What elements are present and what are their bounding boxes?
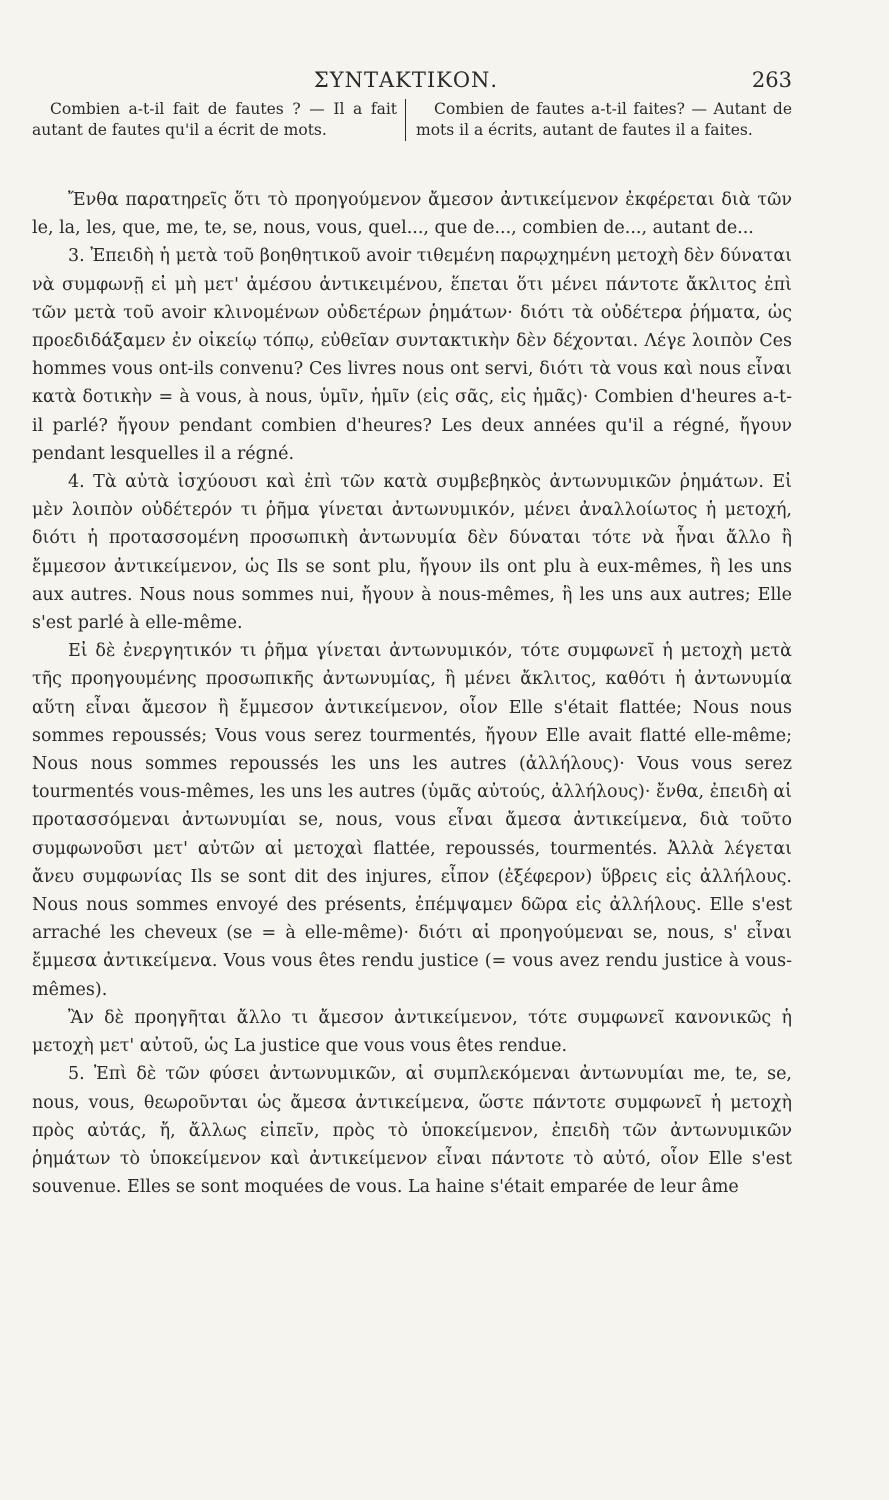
paragraph: Ἔνθα παρατηρεῖς ὅτι τὸ προηγούμενον ἄμεσον ἀντικείμενον ἐκφέρεται διὰ τῶν le, la, les, que, me, te, se, nous, vous, quel..., que de..., combien de..., autant de... [32, 190, 792, 239]
running-title: ΣΥΝΤΑΚΤΙΚΟΝ. [313, 68, 499, 92]
body-text [32, 186, 792, 1201]
page-header [20, 62, 792, 98]
paragraph: Ἂν δὲ προηγῆται ἄλλο τι ἄμεσον ἀντικείμενον, τότε συμφωνεῖ κανονικῶς ἡ μετοχὴ μετ' αὐτοῦ, ὡς La justice que vous vous êtes rendue. [32, 1007, 792, 1057]
example-left-text: Combien a-t-il fait de fautes ? — Il a fait autant de fautes qu'il a écrit de mots. [32, 100, 398, 139]
paragraph: 5. Ἐπὶ δὲ τῶν φύσει ἀντωνυμικῶν, αἱ συμπλεκόμεναι ἀντωνυμίαι me, te, se, nous, vous, θεωροῦνται ὡς ἄμεσα ἀντικείμενα, ὥστε πάντοτε συμφωνεῖ ἡ μετοχὴ πρὸς αὐτάς, ἤ, ἄλλως εἰπεῖν, πρὸς τὸ ὑποκείμενον, ἐπειδὴ τῶν ἀντωνυμικῶν ῥημάτων τὸ ὑποκείμενον καὶ ἀντικείμενον εἶναι πάντοτε τὸ αὐτό, οἷον Elle s'est souvenue. Elles se sont moquées de vous. La haine s'était emparée de leur âme [32, 1064, 792, 1198]
example-right-text: Combien de fautes a-t-il faites? — Autant de mots il a écrits, autant de fautes il a faites. [416, 100, 792, 139]
page-number: 263 [751, 68, 792, 92]
paragraph: Εἰ δὲ ἐνεργητικόν τι ῥῆμα γίνεται ἀντωνυμικόν, τότε συμφωνεῖ ἡ μετοχὴ μετὰ τῆς προηγουμένης προσωπικῆς ἀντωνυμίας, ἢ μένει ἄκλιτος, καθότι ἡ ἀντωνυμία αὕτη εἶναι ἄμεσον ἢ ἔμμεσον ἀντικείμενον, οἷον Elle s'était flattée; Nous nous sommes repoussés; Vous vous serez tourmentés, ἤγουν Elle avait flatté elle-même; Nous nous sommes repoussés les uns les autres (ἀλλήλους)· Vous vous serez tourmentés vous-mêmes, les uns les autres (ὑμᾶς αὐτούς, ἀλλήλους)· ἔνθα, ἐπειδὴ αἱ προτασσόμεναι ἀντωνυμίαι se, nous, vous εἶναι ἄμεσα ἀντικείμενα, διὰ τοῦτο συμφωνοῦσι μετ' αὐτῶν αἱ μετοχαὶ flattée, repoussés, tourmentés. Ἀλλὰ λέγεται ἄνευ συμφωνίας Ils se sont dit des injures, εἶπον (ἐξέφερον) ὕβρεις εἰς ἀλλήλους. Nous nous sommes envoyé des présents, ἐπέμψαμεν δῶρα εἰς ἀλλήλους. Elle s'est arraché les cheveux (se = à elle-même)· διότι αἱ προηγούμεναι se, nous, s' εἶναι ἔμμεσα ἀντικείμενα. Vous vous êtes rendu justice (= vous avez rendu justice à vous-mêmes). [32, 641, 792, 1000]
example-columns [32, 99, 792, 141]
paragraph: 4. Τὰ αὐτὰ ἰσχύουσι καὶ ἐπὶ τῶν κατὰ συμβεβηκὸς ἀντωνυμικῶν ῥημάτων. Εἰ μὲν λοιπὸν οὐδέτερόν τι ῥῆμα γίνεται ἀντωνυμικόν, μένει ἀναλλοίωτος ἡ μετοχή, διότι ἡ προτασσομένη προσωπικὴ ἀντωνυμία δὲν δύναται τότε νὰ ἦναι ἄλλο ἢ ἔμμεσον ἀντικείμενον, ὡς Ils se sont plu, ἤγουν ils ont plu à eux-mêmes, ἢ les uns aux autres. Nous nous sommes nui, ἤγουν à nous-mêmes, ἢ les uns aux autres; Elle s'est parlé à elle-même. [32, 472, 792, 634]
example-right [405, 99, 792, 141]
example-left [32, 99, 405, 141]
paragraph: 3. Ἐπειδὴ ἡ μετὰ τοῦ βοηθητικοῦ avoir τιθεμένη παρῳχημένη μετοχὴ δὲν δύναται νὰ συμφωνῇ εἰ μὴ μετ' ἀμέσου ἀντικειμένου, ἕπεται ὅτι μένει πάντοτε ἄκλιτος ἐπὶ τῶν μετὰ τοῦ avoir κλινομένων οὐδετέρων ῥημάτων· διότι τὰ οὐδέτερα ῥήματα, ὡς προεδιδάξαμεν ἐν οἰκείῳ τόπῳ, εὐθεῖαν συντακτικὴν δὲν δέχονται. Λέγε λοιπὸν Ces hommes vous ont-ils convenu? Ces livres nous ont servi, διότι τὰ vous καὶ nous εἶναι κατὰ δοτικὴν = à vous, à nous, ὑμῖν, ἡμῖν (εἰς σᾶς, εἰς ἡμᾶς)· Combien d'heures a-t-il parlé? ἤγουν pendant combien d'heures? Les deux années qu'il a régné, ἤγουν pendant lesquelles il a régné. [32, 246, 792, 464]
